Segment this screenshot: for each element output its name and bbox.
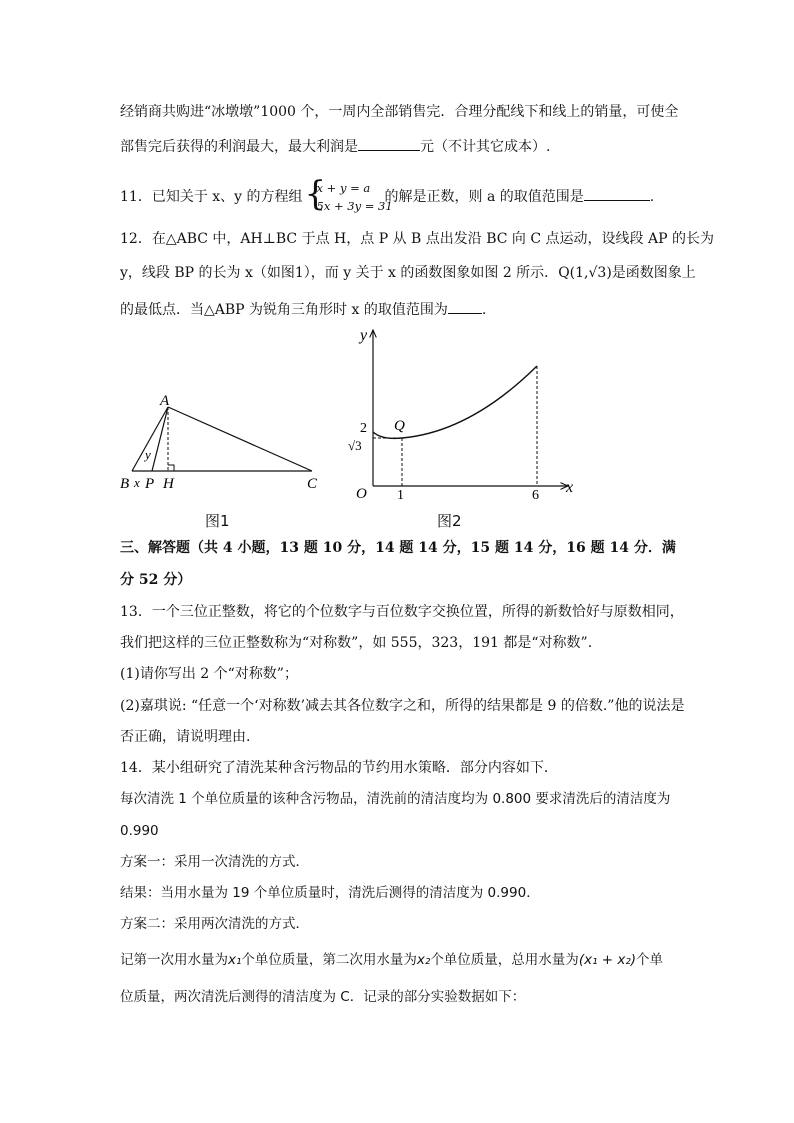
figure-1-triangle	[112, 385, 332, 500]
p12-line1: 12．在△ABC 中，AH⊥BC 于点 H，点 P 从 B 点出发沿 BC 向 C 点运动，设线段 AP 的长为	[120, 231, 714, 247]
fig1-label-p: P	[145, 476, 155, 492]
fig1-label-h: H	[163, 476, 174, 492]
p14-plan-1: 方案一：采用一次清洗的方式．	[120, 854, 309, 870]
p14-line7d: 个单	[636, 952, 664, 968]
p13-question-1: (1)请你写出 2 个“对称数”；	[120, 666, 298, 682]
p13-question-2-line1: (2)嘉琪说: “任意一个‘对称数’减去其各位数字之和，所得的结果都是 9 的倍数.”他的说法是	[120, 698, 685, 714]
p13-line1: 13．一个三位正整数，将它的个位数字与百位数字交换位置，所得的新数恰好与原数相同，	[120, 604, 684, 620]
fig2-tick-2: 2	[360, 421, 367, 436]
fig2-tick-sqrt3: √3	[348, 438, 362, 453]
figure-1-caption: 图1	[205, 512, 230, 530]
p13-line2: 我们把这样的三位正整数称为“对称数”，如 555，323，191 都是“对称数”.	[120, 635, 593, 651]
fig1-label-a: A	[160, 393, 170, 409]
var-x2: x₂	[416, 952, 431, 968]
p11-prefix: 11．已知关于 x、y 的方程组	[120, 189, 303, 205]
fig1-label-x: x	[134, 475, 140, 490]
var-x1: x₁	[228, 952, 242, 968]
equation-2: 5x + 3y = 31	[316, 199, 393, 213]
p14-line7c: 个单位质量，总用水量为	[430, 952, 579, 968]
p12-line3	[120, 299, 486, 320]
p11-end: .	[649, 189, 655, 205]
p10-line1: 经销商共购进“冰墩墩”1000 个，一周内全部销售完．合理分配线下和线上的销量，可使全	[120, 104, 679, 120]
answer-blank-10	[358, 136, 420, 151]
fig2-y-axis-label: y	[360, 327, 368, 344]
equation-1: x + y = a	[316, 181, 371, 195]
p13-question-2-line2: 否正确，请说明理由.	[120, 729, 251, 745]
fig2-tick-1: 1	[397, 488, 404, 503]
p12-line2a: y，线段 BP 的长为 x（如图1），而 y 关于 x 的函数图象如图 2 所示．	[120, 265, 559, 281]
fig1-label-y: y	[145, 447, 151, 462]
point-q: Q(1,√3)	[558, 265, 612, 281]
p14-line3: 0.990	[120, 823, 159, 839]
equation-system: { x + y = a 5x + 3y = 31	[304, 174, 393, 214]
fig2-x-axis-label: x	[566, 479, 574, 496]
p14-line2: 每次清洗 1 个单位质量的该种含污物品，清洗前的清洁度均为 0.800 要求清洗后的清洁度为	[120, 791, 671, 807]
p14-line7	[120, 950, 663, 970]
fig2-tick-6: 6	[532, 488, 539, 503]
answer-blank-12	[448, 299, 482, 314]
p10-line2b: 元（不计其它成本）.	[420, 139, 551, 155]
p14-result: 结果：当用水量为 19 个单位质量时，清洗后测得的清洁度为 0.990．	[120, 885, 540, 901]
p14-line1: 14．某小组研究了清洗某种含污物品的节约用水策略．部分内容如下．	[120, 760, 558, 776]
p10-line2	[120, 136, 550, 157]
section-3-header-line1: 三、解答题（共 4 小题，13 题 10 分，14 题 14 分，15 题 14 分，16 题 14 分．满	[120, 540, 676, 556]
p14-line7b: 个单位质量，第二次用水量为	[241, 952, 417, 968]
fig1-label-b: B	[120, 476, 130, 492]
fig1-label-c: C	[307, 476, 318, 492]
section-3-header-line2: 分 52 分）	[120, 572, 192, 588]
p11-suffix: 的解是正数，则 a 的取值范围是	[384, 189, 584, 205]
figure-2-caption: 图2	[437, 512, 462, 530]
p10-line2a: 部售完后获得的利润最大，最大利润是	[120, 139, 358, 155]
p14-line7a: 记第一次用水量为	[120, 952, 228, 968]
var-sum: (x₁ + x₂)	[578, 952, 637, 968]
p14-plan-2: 方案二：采用两次清洗的方式．	[120, 916, 309, 932]
p12-line3b: .	[481, 302, 487, 318]
figure-2-graph	[340, 324, 590, 504]
p11-line	[120, 174, 655, 214]
p12-line2	[120, 263, 696, 283]
p12-line3a: 的最低点．当△ABP 为锐角三角形时 x 的取值范围为	[120, 302, 448, 318]
answer-blank-11	[584, 186, 650, 201]
p14-line8: 位质量，两次清洗后测得的清洁度为 C．记录的部分实验数据如下：	[120, 989, 526, 1005]
p12-line2b: 是函数图象上	[611, 265, 696, 281]
fig2-origin-label: O	[356, 486, 367, 502]
fig2-point-q: Q	[394, 418, 405, 434]
